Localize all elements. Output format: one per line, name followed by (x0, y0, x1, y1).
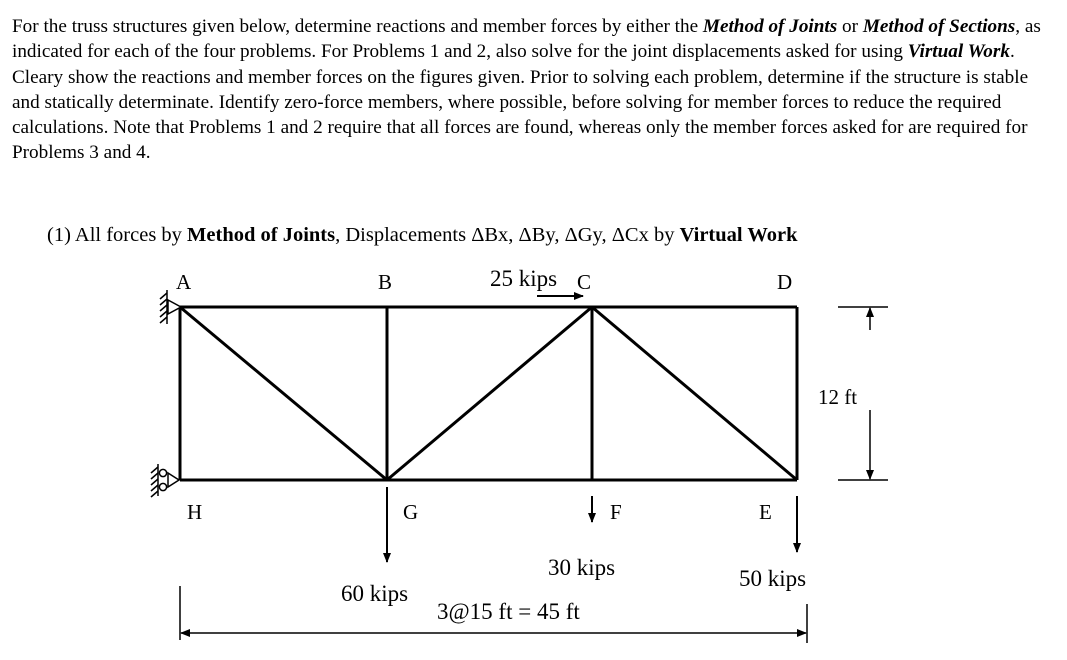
joint-label-f: F (610, 500, 622, 524)
intro-text-2: or (837, 16, 863, 37)
intro-text-4: . Cleary show the reactions and member forces on the figures given. Prior to solving each problem, determine if the structure is stable and statically determinate. Identify zero-force members, where possible, before solving for member forces to reduce the required calculations. Note that Problems 1 and 2 require that all forces are found, whereas only the member forces asked for are required for Problems 3 and 4. (12, 41, 1029, 164)
problem-by: by (648, 224, 680, 246)
member-ag (180, 307, 387, 480)
span-label: 3@15 ft = 45 ft (437, 599, 580, 624)
truss-members (180, 307, 797, 480)
joint-label-e: E (759, 500, 772, 524)
joint-label-h: H (187, 500, 203, 524)
method-of-joints-emphasis: Method of Joints (702, 16, 838, 37)
load-label-f: 30 kips (548, 555, 616, 580)
member-ce (592, 307, 797, 480)
load-label-e: 50 kips (739, 566, 807, 591)
joint-label-g: G (403, 500, 419, 524)
joint-label-d: D (777, 270, 793, 294)
joint-label-b: B (378, 270, 393, 294)
roller-support-h (151, 464, 179, 497)
intro-text-3: , as indicated for each of the four problems. For Problems 1 and 2, also solve for the joint displacements asked for using (12, 16, 1041, 63)
load-label-g: 60 kips (341, 581, 409, 606)
joint-label-c: C (577, 270, 592, 294)
load-label-horizontal: 25 kips (490, 266, 558, 291)
problem-virtual-work: Virtual Work (679, 224, 798, 246)
virtual-work-emphasis: Virtual Work (907, 41, 1010, 63)
method-of-sections-emphasis: Method of Sections (862, 16, 1016, 37)
pin-support-a (160, 290, 181, 324)
problem-number: (1) All forces by (47, 224, 188, 246)
problem-method: Method of Joints (187, 224, 336, 246)
member-gc (387, 307, 592, 480)
height-label: 12 ft (818, 385, 858, 409)
problem-displacements: ΔBx, ΔBy, ΔGy, ΔCx (471, 224, 649, 246)
intro-text-1: For the truss structures given below, determine reactions and member forces by either the (12, 16, 703, 37)
joint-label-a: A (176, 270, 192, 294)
problem-mid: , Displacements (335, 224, 472, 246)
